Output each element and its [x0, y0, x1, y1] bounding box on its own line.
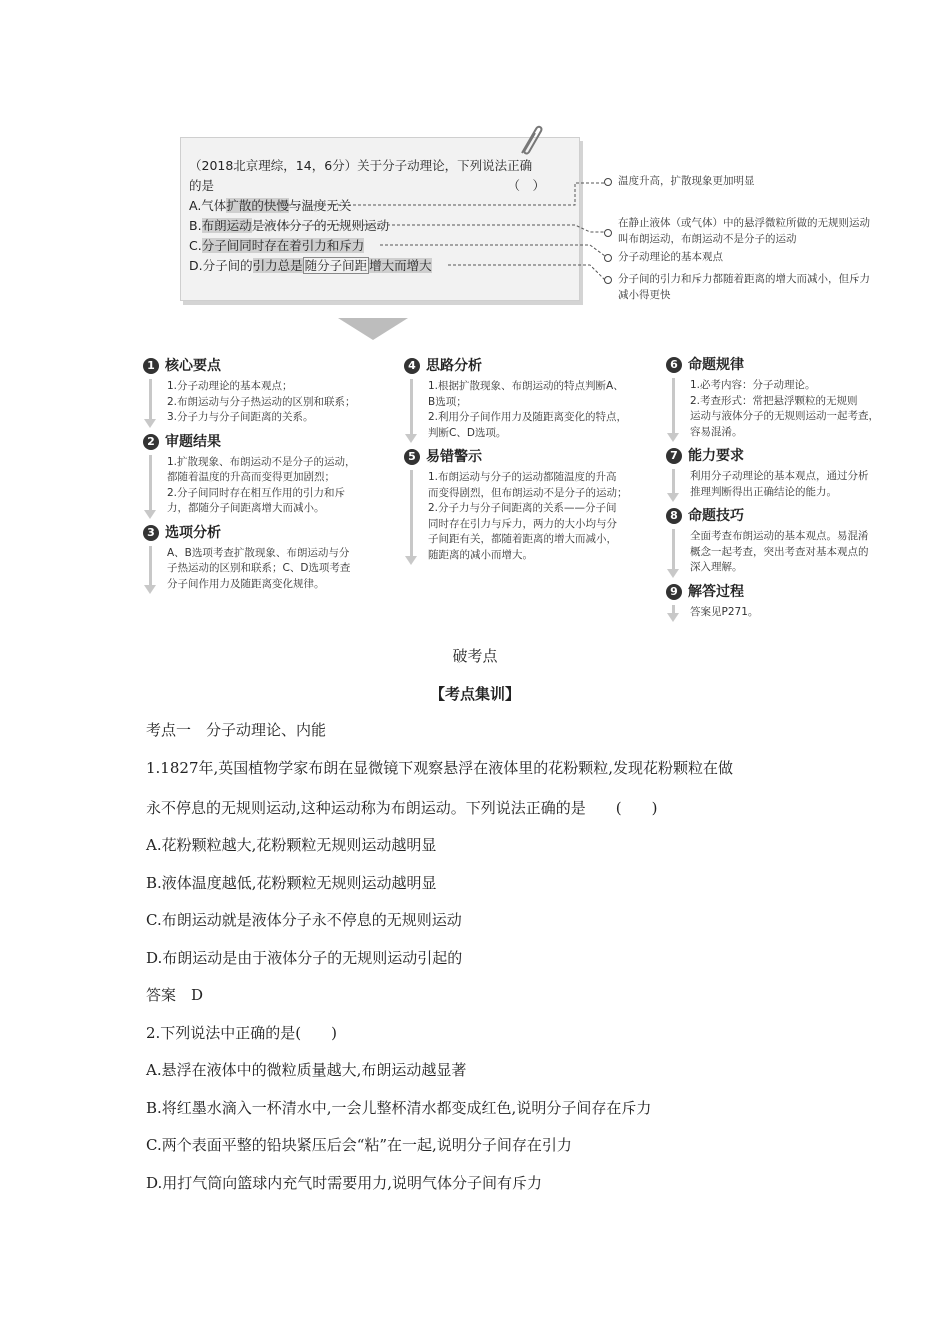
- analysis-column-2: [404, 356, 654, 569]
- q1-stem-line-2: 永不停息的无规则运动,这种运动称为布朗运动。下列说法正确的是 ( ): [146, 799, 658, 817]
- section-core-points-body: 1.分子动理论的基本观点； 2.布朗运动与分子热运动的区别和联系； 3.分子力与分子间距离的关系。: [143, 379, 383, 426]
- section-warnings-title: 5 易错警示: [404, 447, 654, 467]
- q1-answer: 答案 D: [146, 986, 204, 1004]
- down-arrow-icon: [338, 318, 408, 340]
- section-review-result-title: 2 审题结果: [143, 432, 383, 452]
- section-pattern-title: 6 命题规律: [666, 355, 916, 375]
- option-c: C.分子间同时存在着引力和斥力: [189, 238, 365, 253]
- bullet-icon: [604, 254, 612, 262]
- q2-option-b: B.将红墨水滴入一杯清水中,一会儿整杯清水都变成红色,说明分子间存在斥力: [146, 1099, 652, 1117]
- note-d-1: 分子间的引力和斥力都随着距离的增大而减小，但斥力: [618, 273, 870, 285]
- note-b-1: 在静止液体（或气体）中的悬浮微粒所做的无规则运动: [618, 217, 870, 229]
- answer-paren: （ ）: [507, 178, 545, 193]
- q2-stem: 2.下列说法中正确的是( ): [146, 1024, 338, 1042]
- q1-option-b: B.液体温度越低,花粉颗粒无规则运动越明显: [146, 874, 437, 892]
- analysis-column-1: [143, 356, 383, 598]
- bullet-icon: [604, 178, 612, 186]
- question-stem-line-1: （2018北京理综，14，6分）关于分子动理论，下列说法正确: [189, 158, 533, 173]
- question-stem-line-2: 的是 （ ）: [189, 176, 569, 196]
- q1-option-d: D.布朗运动是由于液体分子的无规则运动引起的: [146, 949, 463, 967]
- section-solution-title: 9 解答过程: [666, 582, 916, 602]
- q2-option-c: C.两个表面平整的铅块紧压后会“粘”在一起,说明分子间存在引力: [146, 1136, 572, 1154]
- q2-option-d: D.用打气筒向篮球内充气时需要用力,说明气体分子间有斥力: [146, 1174, 543, 1192]
- section-option-analysis-body: A、B选项考查扩散现象、布朗运动与分 子热运动的区别和联系；C、D选项考查 分子间作用力及随距离变化规律。: [143, 546, 383, 593]
- section-subheading: 【考点集训】: [429, 685, 520, 703]
- q1-stem-line-1: 1.1827年,英国植物学家布朗在显微镜下观察悬浮在液体里的花粉颗粒,发现花粉颗粒在做: [146, 759, 734, 777]
- q2-option-a: A.悬浮在液体中的微粒质量越大,布朗运动越显著: [146, 1061, 467, 1079]
- section-review-result-body: 1.扩散现象、布朗运动不是分子的运动， 都随着温度的升高而变得更加剧烈； 2.分子间同时存在相互作用的引力和斥 力，都随分子间距离增大而减小。: [143, 455, 383, 517]
- section-warnings-body: 1.布朗运动与分子的运动都随温度的升高 而变得剧烈，但布朗运动不是分子的运动； 2.分子力与分子间距离的关系——分子间 同时存在引力与斥力，两力的大小均与分 子间距有关，都随着距离的增大而减小， 随距离的减小而增大。: [404, 470, 654, 563]
- bullet-icon: [604, 276, 612, 284]
- topic-title: 考点一 分子动理论、内能: [146, 721, 327, 739]
- section-ability-title: 7 能力要求: [666, 446, 916, 466]
- note-c: 分子动理论的基本观点: [618, 251, 723, 263]
- section-solution-body: 答案见P271。: [666, 605, 916, 621]
- section-technique-title: 8 命题技巧: [666, 506, 916, 526]
- section-ability-body: 利用分子动理论的基本观点，通过分析 推理判断得出正确结论的能力。: [666, 469, 916, 500]
- section-heading: 破考点: [452, 647, 498, 665]
- q1-option-a: A.花粉颗粒越大,花粉颗粒无规则运动越明显: [146, 836, 437, 854]
- option-d: D.分子间的引力总是 随分子间距 增大而增大: [189, 258, 432, 273]
- section-thinking-title: 4 思路分析: [404, 356, 654, 376]
- section-option-analysis-title: 3 选项分析: [143, 523, 383, 543]
- note-d-2: 减小得更快: [618, 289, 671, 301]
- q1-option-c: C.布朗运动就是液体分子永不停息的无规则运动: [146, 911, 462, 929]
- analysis-column-3: [666, 355, 916, 626]
- note-b-2: 叫布朗运动，布朗运动不是分子的运动: [618, 233, 797, 245]
- section-thinking-body: 1.根据扩散现象、布朗运动的特点判断A、 B选项； 2.利用分子间作用力及随距离变化的特点， 判断C、D选项。: [404, 379, 654, 441]
- section-pattern-body: 1.必考内容：分子动理论。 2.考查形式：常把悬浮颗粒的无规则 运动与液体分子的无规则运动一起考查， 容易混淆。: [666, 378, 916, 440]
- bullet-icon: [604, 229, 612, 237]
- option-b: B.布朗运动是液体分子的无规则运动: [189, 218, 390, 233]
- section-technique-body: 全面考查布朗运动的基本观点。易混淆 概念一起考查，突出考查对基本观点的 深入理解。: [666, 529, 916, 576]
- option-a: A.气体扩散的快慢与温度无关: [189, 198, 352, 213]
- section-core-points-title: 1 核心要点: [143, 356, 383, 376]
- note-a: 温度升高，扩散现象更加明显: [618, 175, 755, 187]
